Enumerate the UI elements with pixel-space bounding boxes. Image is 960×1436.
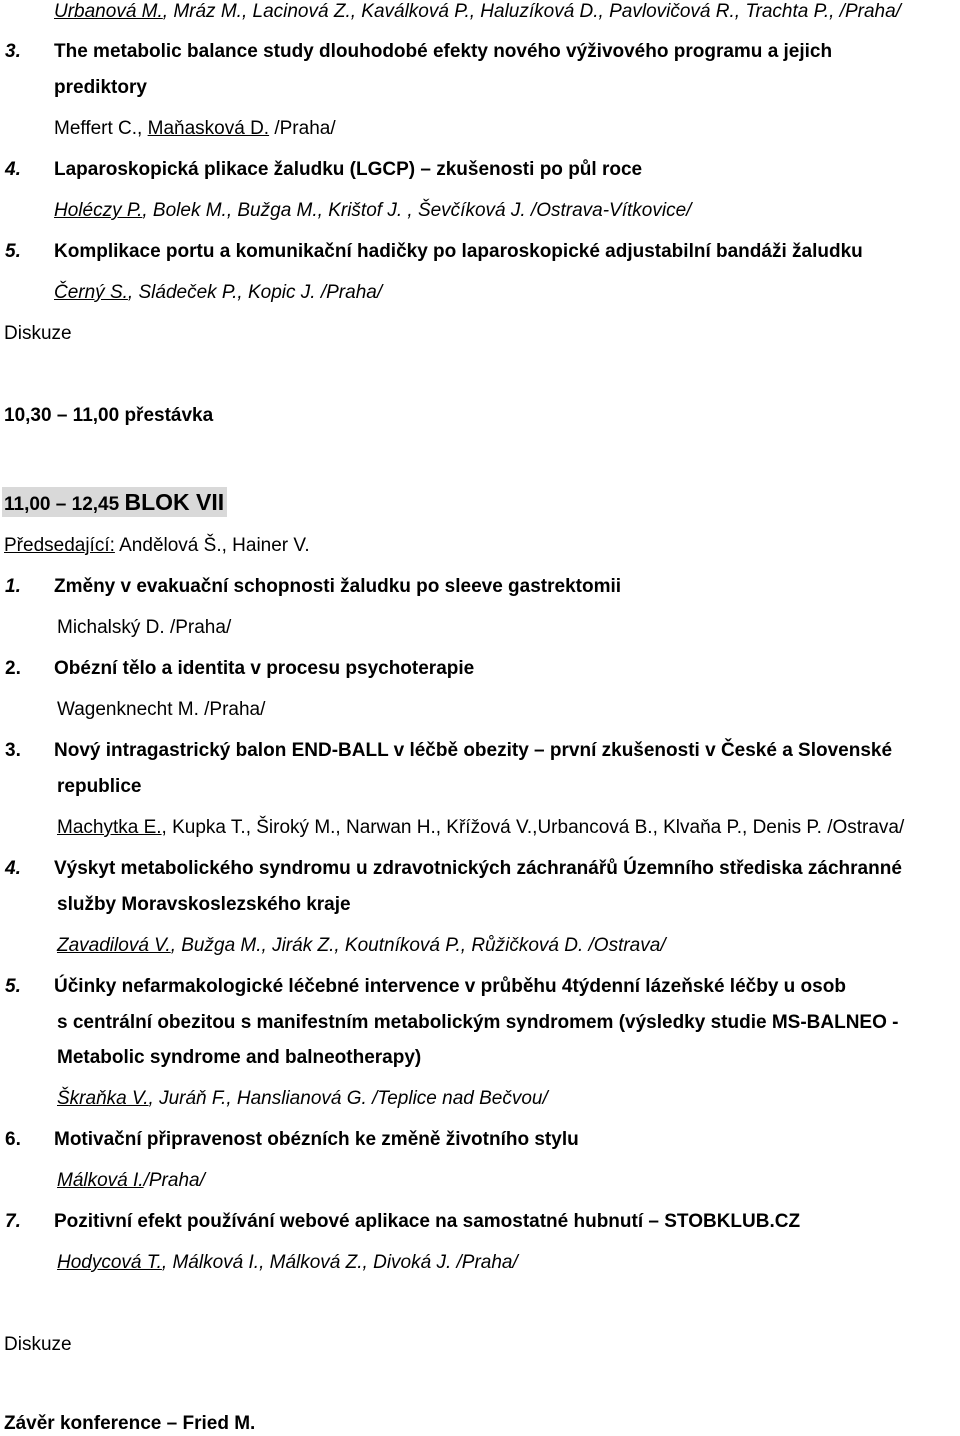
talk-number: 4. bbox=[5, 858, 21, 879]
talk-title-line: Komplikace portu a komunikační hadičky po laparoskopické adjustabilní bandáži žaludku bbox=[54, 241, 863, 262]
talk-number: 5. bbox=[5, 976, 21, 997]
block-vii-label: BLOK VII bbox=[124, 489, 225, 515]
talk-title-row bbox=[0, 159, 960, 181]
talk-number: 3. bbox=[5, 41, 21, 62]
lead-author: Maňasková D. bbox=[147, 118, 270, 139]
lead-author: Urbanová M. bbox=[54, 1, 163, 22]
talk-title-line: Účinky nefarmakologické léčebné intervence v průběhu 4týdenní lázeňské léčby u osob bbox=[54, 976, 846, 997]
talk-title-line: prediktory bbox=[54, 77, 147, 98]
authors-line bbox=[57, 1088, 548, 1110]
co-authors: , Bužga M., Jirák Z., Koutníková P., Růžičková D. /Ostrava/ bbox=[170, 935, 666, 956]
talk-title-row bbox=[0, 41, 960, 63]
talk-title-line: Výskyt metabolického syndromu u zdravotnických záchranářů Územního střediska záchranné bbox=[54, 858, 902, 879]
discussion-label: Diskuze bbox=[4, 323, 72, 344]
block-vii-header bbox=[2, 487, 227, 517]
co-authors: , Bolek M., Bužga M., Krištof J. , Ševčíková J. /Ostrava-Vítkovice/ bbox=[142, 200, 692, 221]
chairs-label: Předsedající: bbox=[4, 535, 115, 556]
talk-title-row bbox=[0, 658, 960, 680]
talk-number: 6. bbox=[5, 1129, 21, 1150]
talk-title-line: Pozitivní efekt používání webové aplikace na samostatné hubnutí – STOBKLUB.CZ bbox=[54, 1211, 801, 1232]
co-authors: , Kupka T., Široký M., Narwan H., Křížová V.,Urbancová B., Klvaňa P., Denis P. /Ostrava/ bbox=[161, 817, 905, 838]
talk-number: 4. bbox=[5, 159, 21, 180]
talk-title-line: Motivační připravenost obézních ke změně životního stylu bbox=[54, 1129, 579, 1150]
chairs-names: Andělová Š., Hainer V. bbox=[114, 535, 310, 556]
authors-line bbox=[54, 282, 382, 304]
closing-line: Závěr konference – Fried M. bbox=[4, 1413, 256, 1434]
authors-line bbox=[57, 1170, 205, 1192]
talk-number: 5. bbox=[5, 241, 21, 262]
block-vii-time: 11,00 – 12,45 bbox=[4, 494, 120, 515]
authors-line bbox=[57, 1252, 518, 1274]
talk-title-row bbox=[0, 576, 960, 598]
talk-number: 3. bbox=[5, 740, 21, 761]
talk-number: 2. bbox=[5, 658, 21, 679]
chairs-line bbox=[4, 535, 310, 557]
co-authors: , Málková I., Málková Z., Divoká J. /Praha/ bbox=[161, 1252, 518, 1273]
break-line: 10,30 – 11,00 přestávka bbox=[4, 405, 214, 426]
discussion-label: Diskuze bbox=[4, 1334, 72, 1355]
authors-line bbox=[54, 1, 901, 23]
lead-author: Zavadilová V. bbox=[57, 935, 171, 956]
talk-title-row bbox=[0, 1129, 960, 1151]
authors-line bbox=[54, 118, 336, 140]
talk-title-line: Metabolic syndrome and balneotherapy) bbox=[57, 1047, 422, 1068]
talk-number: 7. bbox=[5, 1211, 21, 1232]
lead-author: Holéczy P. bbox=[54, 200, 143, 221]
talk-title-line: s centrální obezitou s manifestním metabolickým syndromem (výsledky studie MS-BALNEO - bbox=[57, 1012, 899, 1033]
talk-number: 1. bbox=[5, 576, 21, 597]
talk-title-row bbox=[0, 241, 960, 263]
talk-title-line: Nový intragastrický balon END-BALL v léčbě obezity – první zkušenosti v České a Slovenské bbox=[54, 740, 893, 761]
affiliation: /Praha/ bbox=[269, 118, 336, 139]
authors-line: Wagenknecht M. /Praha/ bbox=[57, 699, 266, 720]
talk-title-line: Obézní tělo a identita v procesu psychoterapie bbox=[54, 658, 475, 679]
authors-line: Michalský D. /Praha/ bbox=[57, 617, 232, 638]
authors-line bbox=[54, 200, 691, 222]
talk-title-line: Laparoskopická plikace žaludku (LGCP) – zkušenosti po půl roce bbox=[54, 159, 643, 180]
affiliation: /Praha/ bbox=[143, 1170, 205, 1191]
lead-author: Málková I. bbox=[57, 1170, 144, 1191]
talk-title-line: Změny v evakuační schopnosti žaludku po sleeve gastrektomii bbox=[54, 576, 622, 597]
co-authors: , Mráz M., Lacinová Z., Kaválková P., Haluzíková D., Pavlovičová R., Trachta P., /Praha/ bbox=[162, 1, 901, 22]
talk-title-row bbox=[0, 858, 960, 880]
authors-line bbox=[57, 935, 666, 957]
talk-title-line: republice bbox=[57, 776, 142, 797]
lead-author: Černý S. bbox=[54, 282, 128, 303]
lead-author: Hodycová T. bbox=[57, 1252, 162, 1273]
talk-title-line: služby Moravskoslezského kraje bbox=[57, 894, 351, 915]
co-authors: , Juráň F., Hanslianová G. /Teplice nad Bečvou/ bbox=[148, 1088, 548, 1109]
talk-title-row bbox=[0, 740, 960, 762]
authors-line bbox=[57, 817, 904, 839]
co-authors: Meffert C., bbox=[54, 118, 148, 139]
lead-author: Machytka E. bbox=[57, 817, 162, 838]
lead-author: Škraňka V. bbox=[57, 1088, 149, 1109]
talk-title-row bbox=[0, 976, 960, 998]
talk-title-line: The metabolic balance study dlouhodobé efekty nového výživového programu a jejich bbox=[54, 41, 833, 62]
talk-title-row bbox=[0, 1211, 960, 1233]
co-authors: , Sládeček P., Kopic J. /Praha/ bbox=[127, 282, 383, 303]
